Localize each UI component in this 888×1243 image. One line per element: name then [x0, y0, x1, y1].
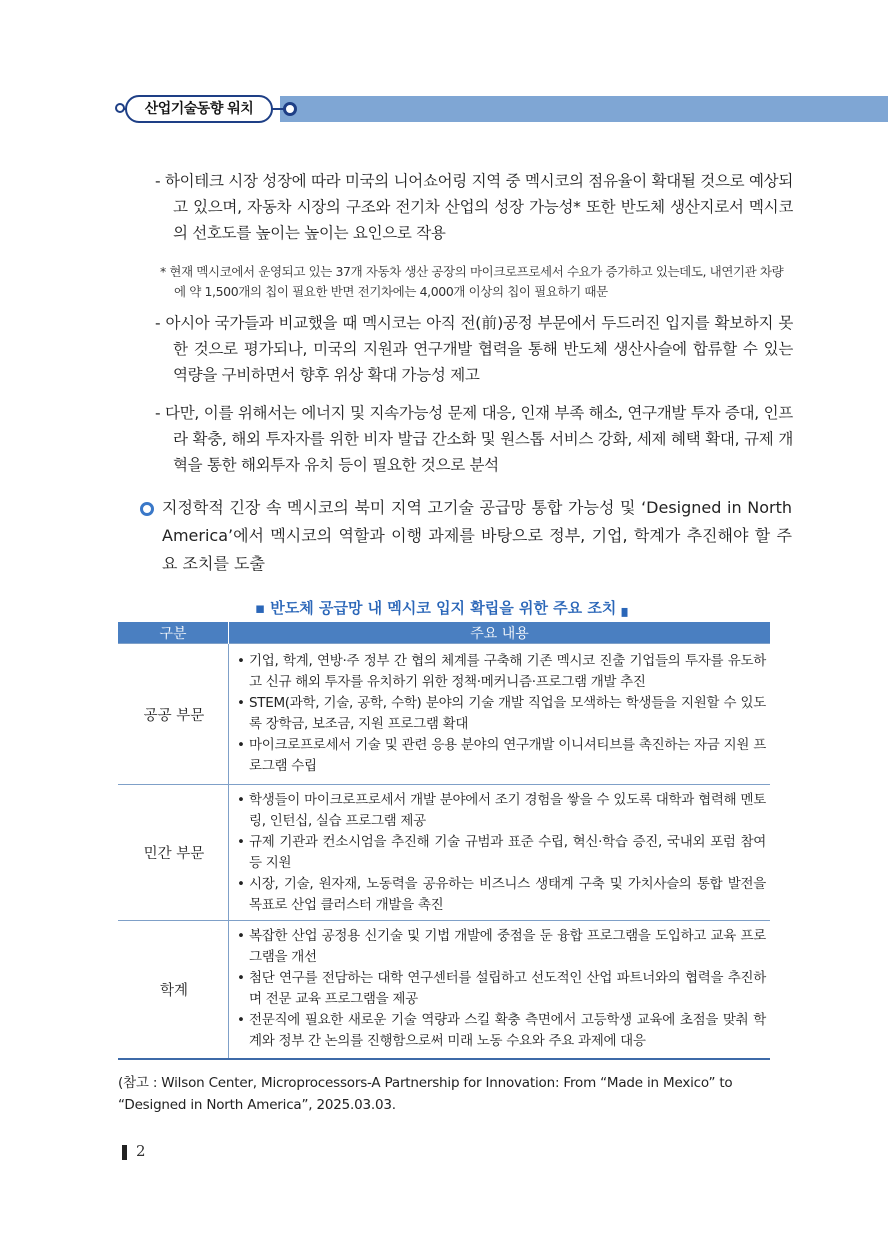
list-item: • 기업, 학계, 연방·주 정부 간 협의 체계를 구축해 기존 멕시코 진출 기업들의 투자를 유도하고 신규 해외 투자를 유치하기 위한 정책·메커니즘·프로그램 개발 추진	[235, 651, 766, 693]
section-header-label: 산업기술동향 워치	[125, 95, 273, 123]
main-bullet-paragraph: 지정학적 긴장 속 멕시코의 북미 지역 고기술 공급망 통합 가능성 및 ‘Designed in North America’에서 멕시코의 역할과 이행 과제를 바탕으로 정부, 기업, 학계가 추진해야 할 주요 조치를 도출	[162, 498, 792, 573]
table-title: ▪ 반도체 공급망 내 멕시코 입지 확립을 위한 주요 조치 ▖	[254, 599, 634, 617]
reference-note: (참고 : Wilson Center, Microprocessors-A Partnership for Innovation: From “Made in Mexico” to “Designed in North America”, 2025.03.03.	[118, 1075, 733, 1113]
table-row	[118, 785, 770, 921]
header-dot-right-icon	[283, 102, 297, 116]
row-content	[229, 644, 771, 785]
list-item: • 규제 기관과 컨소시엄을 추진해 기술 규범과 표준 수립, 혁신·학습 증진, 국내외 포럼 참여 등 지원	[235, 832, 766, 874]
table-row	[118, 644, 770, 785]
list-item: • 전문직에 필요한 새로운 기술 역량과 스킬 확충 측면에서 고등학생 교육에 초점을 맞춰 학계와 정부 간 논의를 진행함으로써 미래 노동 수요와 주요 과제에 대응	[235, 1010, 766, 1052]
dash-item-1: - 하이테크 시장 성장에 따라 미국의 니어쇼어링 지역 중 멕시코의 점유율이 확대될 것으로 예상되고 있으며, 자동차 시장의 구조와 전기차 산업의 성장 가능성* 또한 반도체 생산지로서 멕시코의 선호도를 높이는 높이는 요인으로 작용	[155, 172, 793, 242]
row-content	[229, 785, 771, 921]
list-item: • 첨단 연구를 전담하는 대학 연구센터를 설립하고 선도적인 산업 파트너와의 협력을 추진하며 전문 교육 프로그램을 제공	[235, 968, 766, 1010]
list-item: • 학생들이 마이크로프로세서 개발 분야에서 조기 경험을 쌓을 수 있도록 대학과 협력해 멘토링, 인턴십, 실습 프로그램 제공	[235, 790, 766, 832]
list-item: • 마이크로프로세서 기술 및 관련 응용 분야의 연구개발 이니셔티브를 촉진하는 자금 지원 프로그램 수립	[235, 735, 766, 777]
dash-item-2: - 아시아 국가들과 비교했을 때 멕시코는 아직 전(前)공정 부문에서 두드러진 입지를 확보하지 못한 것으로 평가되나, 미국의 지원과 연구개발 협력을 통해 반도체 생산사슬에 합류할 수 있는 역량을 구비하면서 향후 위상 확대 가능성 제고	[155, 314, 793, 384]
footnote: * 현재 멕시코에서 운영되고 있는 37개 자동차 생산 공장의 마이크로프로세서 수요가 증가하고 있는데도, 내연기관 차량에 약 1,500개의 칩이 필요한 반면 전기차에는 4,000개 이상의 칩이 필요하기 때문	[160, 264, 784, 299]
row-content	[229, 921, 771, 1059]
row-category-private: 민간 부문	[118, 785, 229, 921]
measures-table	[118, 622, 770, 1060]
list-item: • 시장, 기술, 원자재, 노동력을 공유하는 비즈니스 생태계 구축 및 가치사슬의 통합 발전을 목표로 산업 클러스터 개발을 촉진	[235, 874, 766, 916]
row-category-public: 공공 부문	[118, 644, 229, 785]
dash-item-3: - 다만, 이를 위해서는 에너지 및 지속가능성 문제 대응, 인재 부족 해소, 연구개발 투자 증대, 인프라 확충, 해외 투자자를 위한 비자 발급 간소화 및 원스톱 서비스 강화, 세제 혜택 확대, 규제 개혁을 통한 해외투자 유치 등이 필요한 것으로 분석	[155, 404, 793, 474]
list-item: • STEM(과학, 기술, 공학, 수학) 분야의 기술 개발 직업을 모색하는 학생들을 지원할 수 있도록 장학금, 보조금, 지원 프로그램 확대	[235, 693, 766, 735]
header-bar	[280, 96, 888, 122]
header-category: 구분	[118, 622, 229, 644]
page-marker	[122, 1145, 127, 1160]
row-category-academia: 학계	[118, 921, 229, 1059]
table-header-row	[118, 622, 770, 644]
header-dot-left-icon	[115, 103, 125, 113]
header-content: 주요 내용	[229, 622, 771, 644]
page-number: 2	[136, 1142, 146, 1160]
list-item: • 복잡한 산업 공정용 신기술 및 기법 개발에 중점을 둔 융합 프로그램을 도입하고 교육 프로그램을 개선	[235, 926, 766, 968]
table-row	[118, 921, 770, 1059]
